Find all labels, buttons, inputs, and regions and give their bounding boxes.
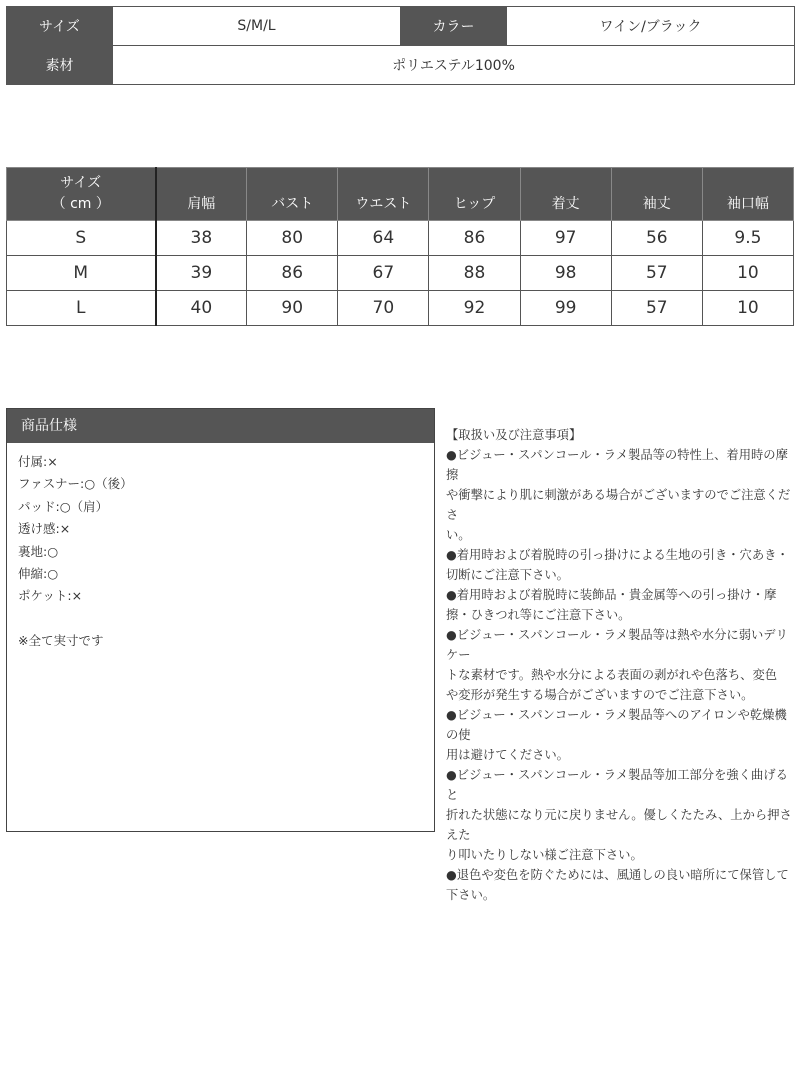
care-line: り叩いたりしない様ご注意下さい。 xyxy=(446,848,643,862)
material-label: 素材 xyxy=(7,46,113,85)
spec-item-zipper: ファスナー:○（後） xyxy=(18,476,133,492)
care-line: ●ビジュー・スパンコール・ラメ製品等は熱や水分に弱いデリケー xyxy=(446,628,788,662)
cell-waist: 64 xyxy=(338,221,429,256)
table-row xyxy=(7,221,794,256)
column-header-sleeve: 袖丈 xyxy=(611,168,702,221)
size-chart-header-row xyxy=(7,168,794,221)
cell-hip: 92 xyxy=(429,291,520,326)
care-instructions xyxy=(446,425,796,905)
column-header-cuff: 袖口幅 xyxy=(702,168,793,221)
care-line: や衝撃により肌に刺激がある場合がございますのでご注意くださ xyxy=(446,488,791,522)
care-line: トな素材です。熱や水分による表面の剥がれや色落ち、変色 xyxy=(446,668,778,682)
cell-length: 97 xyxy=(520,221,611,256)
size-header-cell xyxy=(7,168,156,221)
column-header-hip: ヒップ xyxy=(429,168,520,221)
cell-cuff: 9.5 xyxy=(702,221,793,256)
cell-length: 99 xyxy=(520,291,611,326)
care-title: 【取扱い及び注意事項】 xyxy=(446,428,582,442)
size-header-unit: （ cm ） xyxy=(51,196,110,212)
care-line: 用は避けてください。 xyxy=(446,748,569,762)
size-header-label: サイズ xyxy=(60,175,102,191)
color-value: ワイン/ブラック xyxy=(507,7,795,46)
product-spec-box xyxy=(6,408,435,832)
info-row-size-color xyxy=(7,7,795,46)
row-size-label: S xyxy=(7,221,156,256)
cell-shoulder: 38 xyxy=(156,221,247,256)
cell-hip: 86 xyxy=(429,221,520,256)
cell-hip: 88 xyxy=(429,256,520,291)
care-line: 下さい。 xyxy=(446,888,496,902)
care-line: 擦・ひきつれ等にご注意下さい。 xyxy=(446,608,631,622)
spec-item-lining: 裏地:○ xyxy=(18,543,59,559)
cell-sleeve: 57 xyxy=(611,291,702,326)
cell-waist: 70 xyxy=(338,291,429,326)
material-value: ポリエステル100% xyxy=(113,46,795,85)
care-line: や変形が発生する場合がございますのでご注意下さい。 xyxy=(446,688,754,702)
spec-item-pads: パッド:○（肩） xyxy=(18,498,109,514)
cell-length: 98 xyxy=(520,256,611,291)
cell-bust: 90 xyxy=(247,291,338,326)
cell-cuff: 10 xyxy=(702,256,793,291)
table-row xyxy=(7,256,794,291)
color-label: カラー xyxy=(401,7,507,46)
care-line: い。 xyxy=(446,528,471,542)
care-line: ●ビジュー・スパンコール・ラメ製品等へのアイロンや乾燥機の使 xyxy=(446,708,787,742)
column-header-shoulder: 肩幅 xyxy=(156,168,247,221)
column-header-waist: ウエスト xyxy=(338,168,429,221)
column-header-length: 着丈 xyxy=(520,168,611,221)
spec-title: 商品仕様 xyxy=(7,409,434,443)
spec-item-stretch: 伸縮:○ xyxy=(18,566,59,582)
spec-item-accessories: 付属:× xyxy=(18,454,58,469)
cell-sleeve: 56 xyxy=(611,221,702,256)
care-line: 切断にご注意下さい。 xyxy=(446,568,569,582)
column-header-bust: バスト xyxy=(247,168,338,221)
care-line: ●ビジュー・スパンコール・ラメ製品等の特性上、着用時の摩擦 xyxy=(446,448,788,482)
row-size-label: M xyxy=(7,256,156,291)
cell-bust: 86 xyxy=(247,256,338,291)
care-line: 折れた状態になり元に戻りません。優しくたたみ、上から押さえた xyxy=(446,808,792,842)
care-line: ●退色や変色を防ぐためには、風通しの良い暗所にて保管して xyxy=(446,868,789,882)
info-row-material xyxy=(7,46,795,85)
cell-sleeve: 57 xyxy=(611,256,702,291)
cell-waist: 67 xyxy=(338,256,429,291)
cell-cuff: 10 xyxy=(702,291,793,326)
spec-item-pockets: ポケット:× xyxy=(18,588,83,604)
cell-bust: 80 xyxy=(247,221,338,256)
row-size-label: L xyxy=(7,291,156,326)
size-value: S/M/L xyxy=(113,7,401,46)
product-info-table xyxy=(6,6,795,85)
cell-shoulder: 39 xyxy=(156,256,247,291)
table-row xyxy=(7,291,794,326)
size-label: サイズ xyxy=(7,7,113,46)
care-line: ●ビジュー・スパンコール・ラメ製品等加工部分を強く曲げると xyxy=(446,768,788,802)
spec-note: ※全て実寸です xyxy=(18,632,104,648)
spec-item-sheerness: 透け感:× xyxy=(18,521,71,537)
care-line: ●着用時および着脱時の引っ掛けによる生地の引き・穴あき・ xyxy=(446,548,789,562)
size-chart-table xyxy=(6,167,794,326)
cell-shoulder: 40 xyxy=(156,291,247,326)
care-line: ●着用時および着脱時に装飾品・貴金属等への引っ掛け・摩 xyxy=(446,588,777,602)
spec-list xyxy=(7,443,434,652)
